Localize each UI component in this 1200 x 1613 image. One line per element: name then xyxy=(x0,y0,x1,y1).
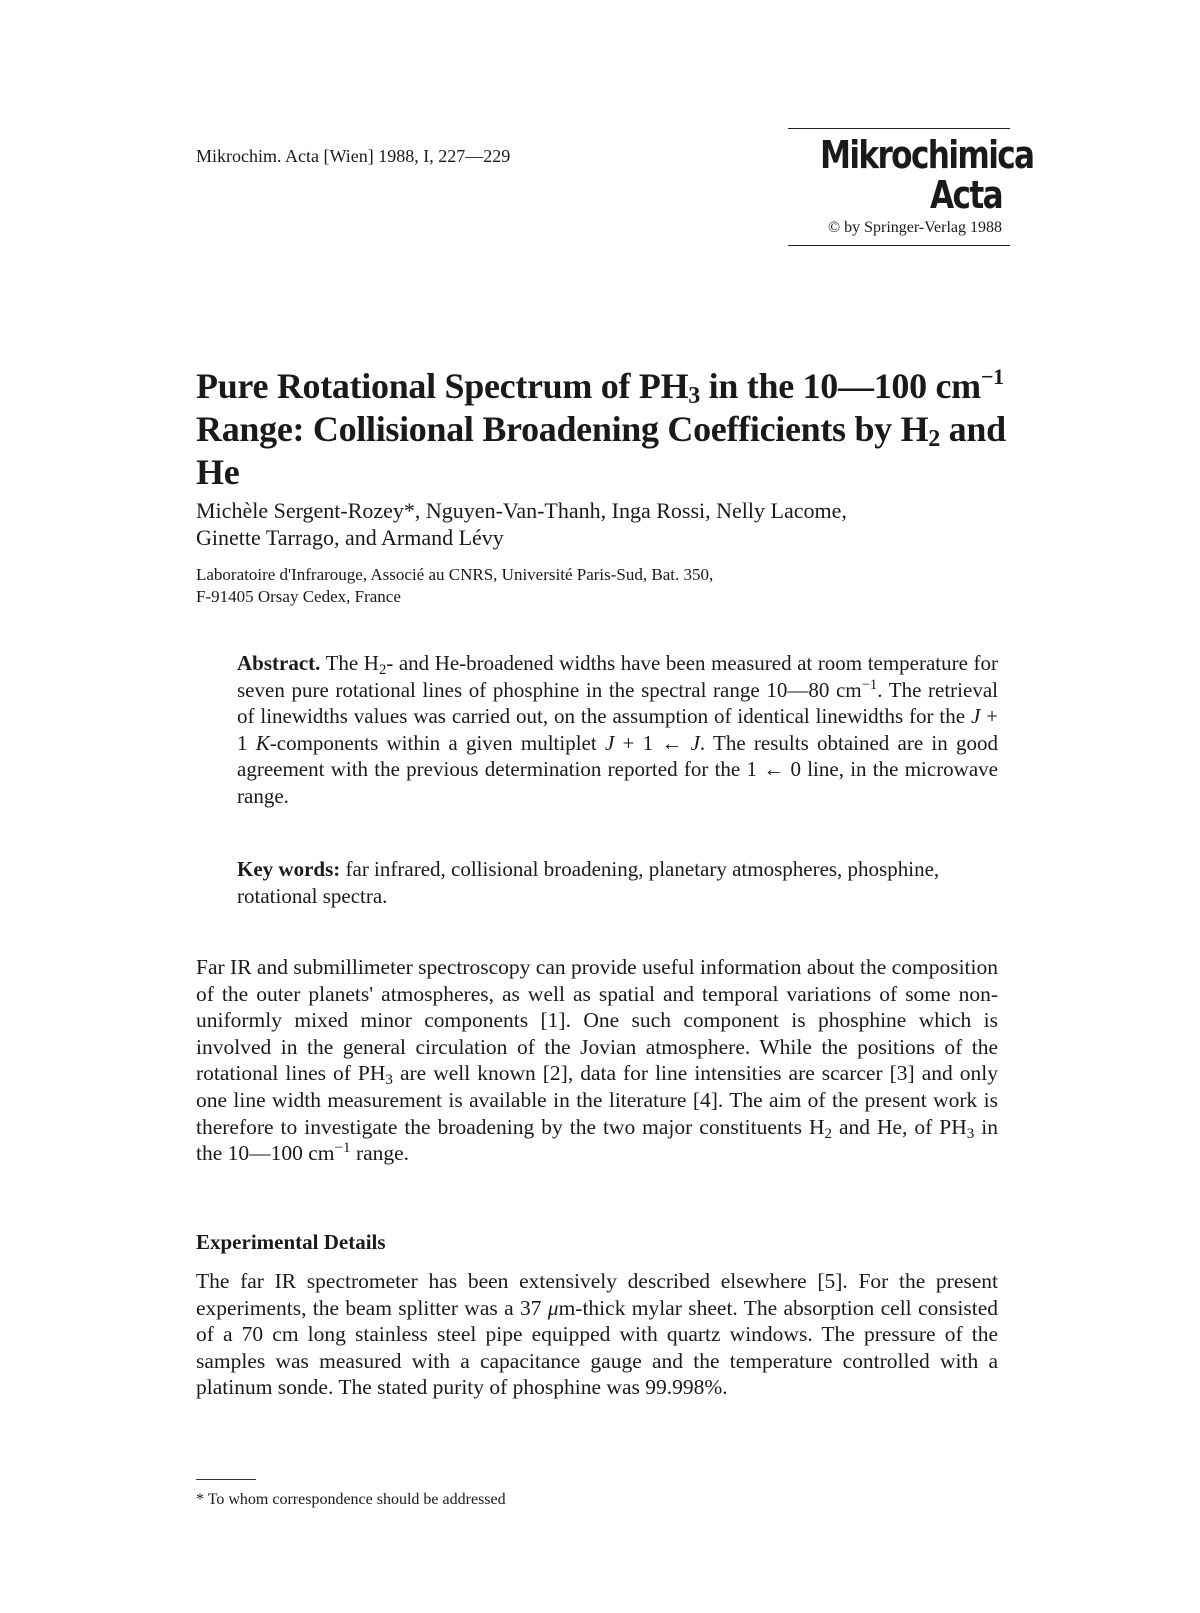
abstract-label: Abstract. xyxy=(237,651,321,675)
keywords: Key words: far infrared, collisional broadening, planetary atmospheres, phosphine, rotational spectra. xyxy=(237,857,940,908)
experimental-paragraph: The far IR spectrometer has been extensively described elsewhere [5]. For the present experiments, the beam splitter was a 37 μm-thick mylar sheet. The absorption cell consisted of a 70 cm long stainless steel pipe equipped with quartz windows. The pressure of the samples was measured with a capacitance gauge and the temperature controlled with a platinum sonde. The stated purity of phosphine was 99.998%. xyxy=(196,1269,998,1400)
journal-logo-line2: Acta xyxy=(930,173,1002,217)
author-list: Michèle Sergent-Rozey*, Nguyen-Van-Thanh, Inga Rossi, Nelly Lacome, Ginette Tarrago, and Armand Lévy xyxy=(196,498,847,550)
abstract: Abstract. The $H_2-$ and He-broadened widths have been measured at room temperature for seven pure rotational lines of phosphine in the spectral range 10—80 $cm^{-1}$. The retrieval of linewidths values was carried out, on the assumption of identical linewidths for the J + 1 K-components within a given multiplet J + 1 ← J. The results obtained are in good agreement with the previous determination reported for the 1 ← 0 line, in the microwave range. xyxy=(237,651,999,808)
footnote: * To whom correspondence should be addressed xyxy=(196,1491,506,1508)
journal-brand xyxy=(780,128,1034,246)
intro-paragraph: Far IR and submillimeter spectroscopy can provide useful information about the composition of the outer planets' atmospheres, as well as spatial and temporal variations of some non-uniformly mixed minor components [1]. One such component is phosphine which is involved in the general circulation of the Jovian atmosphere. While the positions of the rotational lines of $PH_3$ are well known [2], data for line intensities are scarcer [3] and only one line width measurement is available in the literature [4]. The aim of the present work is therefore to investigate the broadening by the two major constituents $H_2$ and He, of $PH_3$ in the 10—100 $cm^{-1}$ range. xyxy=(196,955,998,1166)
copyright-notice: © by Springer-Verlag 1988 xyxy=(827,219,1002,236)
brand-top-rule xyxy=(788,128,1010,129)
footnote-rule xyxy=(196,1479,256,1480)
keywords-label: Key words: xyxy=(237,857,341,881)
section-heading: Experimental Details xyxy=(196,1230,386,1254)
brand-bottom-rule xyxy=(788,245,1010,246)
journal-logo-line1: Mikrochimica xyxy=(819,133,1034,177)
affiliation: Laboratoire d'Infrarouge, Associé au CNRS, Université Paris-Sud, Bat. 350, F-91405 Orsay Cedex, France xyxy=(196,565,714,606)
paper-title: Pure Rotational Spectrum of $PH_3$ in the 10—100 $cm^{-1}$ Range: Collisional Broadening Coefficients by $H_2$ and He xyxy=(196,364,1006,492)
journal-citation: Mikrochim. Acta [Wien] 1988, I, 227—229 xyxy=(196,146,511,166)
